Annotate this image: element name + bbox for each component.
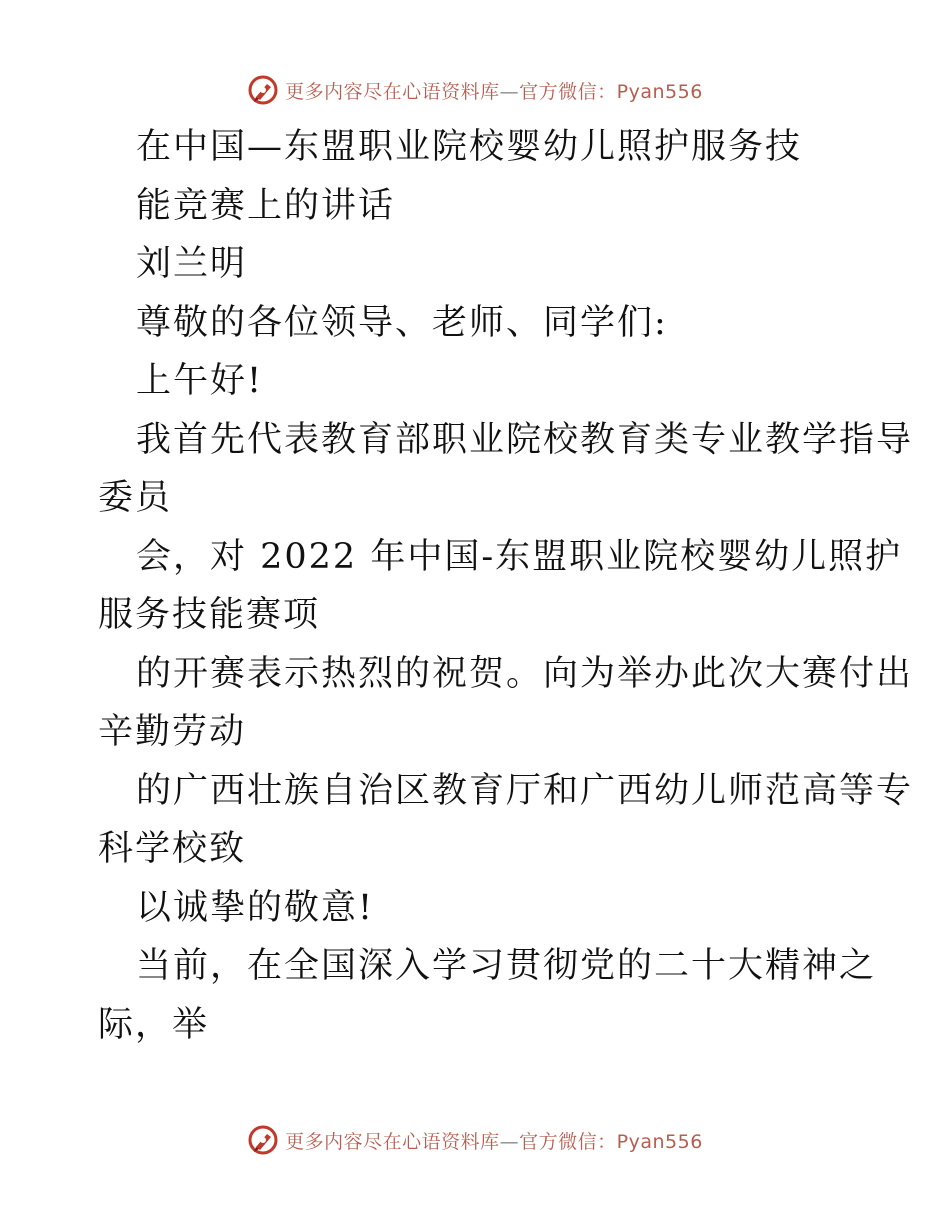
paragraph-line: 我首先代表教育部职业院校教育类专业教学指导 [136, 419, 914, 460]
paragraph-line: 委员 [98, 478, 173, 518]
footer-wechat-text: 官方微信：Pyan556 [519, 1130, 703, 1153]
header-banner-text [285, 77, 703, 104]
salutation: 尊敬的各位领导、老师、同学们: [136, 302, 668, 343]
paragraph-line: 的开赛表示热烈的祝贺。向为举办此次大赛付出 [136, 653, 914, 694]
paragraph-line: 辛勤劳动 [98, 712, 247, 752]
header-promo-text: 更多内容尽在心语资料库 [285, 80, 500, 103]
footer-banner [0, 1120, 950, 1160]
paragraph-line: 当前，在全国深入学习贯彻党的二十大精神之 [136, 946, 877, 986]
header-banner [0, 70, 950, 110]
paragraph-line: 以诚挚的敬意! [136, 887, 375, 928]
greeting: 上午好! [136, 361, 264, 401]
document-body [98, 118, 914, 1054]
header-wechat-text: 官方微信：Pyan556 [519, 80, 703, 103]
paragraph-line: 会，对 2022 年中国-东盟职业院校婴幼儿照护 [136, 536, 903, 577]
paragraph-line: 服务技能赛项 [98, 595, 321, 635]
paragraph-line: 的广西壮族自治区教育厅和广西幼儿师范高等专 [136, 770, 914, 811]
paragraph-line: 际，举 [98, 1004, 210, 1045]
pen-logo-icon [247, 74, 279, 106]
paragraph-line: 科学校致 [98, 829, 247, 869]
pen-logo-icon [247, 1124, 279, 1156]
footer-separator: — [499, 1130, 520, 1153]
author-name: 刘兰明 [136, 244, 248, 284]
footer-banner-text [285, 1127, 703, 1154]
title-line-2: 能竞赛上的讲话 [136, 185, 396, 226]
title-line-1: 在中国—东盟职业院校婴幼儿照护服务技 [136, 127, 803, 167]
header-separator: — [499, 80, 520, 103]
footer-promo-text: 更多内容尽在心语资料库 [285, 1130, 500, 1153]
